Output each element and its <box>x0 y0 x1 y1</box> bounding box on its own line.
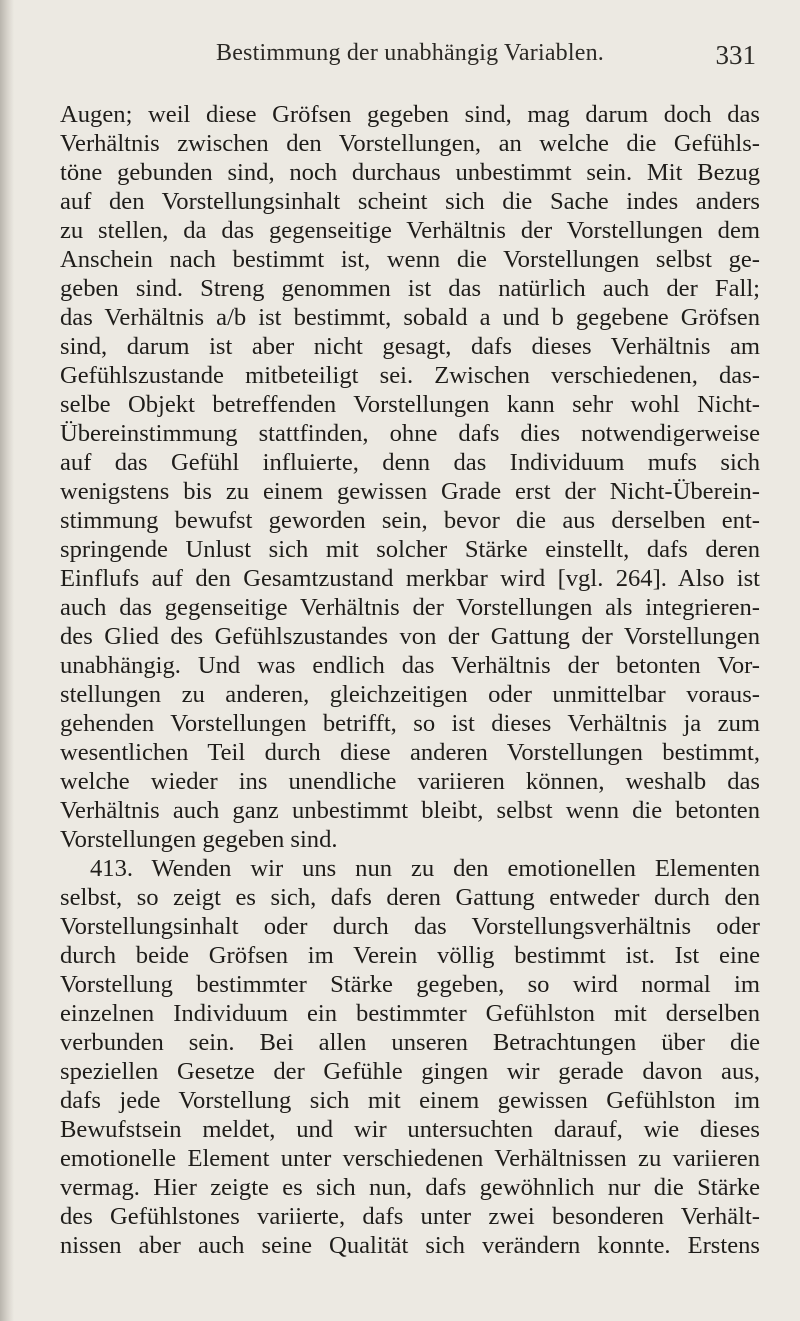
text-line: Gefühlszustande mitbeteiligt sei. Zwischen verschiedenen, das- <box>60 362 760 389</box>
text-line: gehenden Vorstellungen betrifft, so ist dieses Verhältnis ja zum <box>60 710 760 737</box>
text-line: selbe Objekt betreffenden Vorstellungen kann sehr wohl Nicht- <box>60 391 760 418</box>
page-header <box>0 40 800 80</box>
text-line: das Verhältnis a/b ist bestimmt, sobald a und b gegebene Gröfsen <box>60 304 760 331</box>
text-line: des Glied des Gefühlszustandes von der Gattung der Vorstellungen <box>60 623 760 650</box>
text-line: Einflufs auf den Gesamtzustand merkbar wird [vgl. 264]. Also ist <box>60 565 760 592</box>
text-line: stimmung bewufst geworden sein, bevor die aus derselben ent- <box>60 507 760 534</box>
running-head: Bestimmung der unabhängig Variablen. <box>215 40 604 66</box>
text-line: Verhältnis zwischen den Vorstellungen, an welche die Gefühls- <box>60 130 760 157</box>
paragraph-end-line: Vorstellungen gegeben sind. <box>60 826 338 853</box>
text-line: vermag. Hier zeigte es sich nun, dafs gewöhnlich nur die Stärke <box>60 1174 760 1201</box>
text-line: welche wieder ins unendliche variieren können, weshalb das <box>60 768 760 795</box>
text-line: töne gebunden sind, noch durchaus unbestimmt sein. Mit Bezug <box>60 159 760 186</box>
text-line: Augen; weil diese Gröfsen gegeben sind, mag darum doch das <box>60 101 760 128</box>
text-line: geben sind. Streng genommen ist das natürlich auch der Fall; <box>60 275 760 302</box>
text-line: selbst, so zeigt es sich, dafs deren Gattung entweder durch den <box>60 884 760 911</box>
text-line: Vorstellung bestimmter Stärke gegeben, so wird normal im <box>60 971 760 998</box>
text-line: auf den Vorstellungsinhalt scheint sich die Sache indes anders <box>60 188 760 215</box>
text-line: unabhängig. Und was endlich das Verhältnis der betonten Vor- <box>60 652 760 679</box>
text-line: stellungen zu anderen, gleichzeitigen oder unmittelbar voraus- <box>60 681 760 708</box>
text-line: zu stellen, da das gegenseitige Verhältnis der Vorstellungen dem <box>60 217 760 244</box>
page-gutter-shadow <box>0 0 14 1321</box>
text-line: Vorstellungsinhalt oder durch das Vorstellungsverhältnis oder <box>60 913 760 940</box>
text-line: verbunden sein. Bei allen unseren Betrachtungen über die <box>60 1029 760 1056</box>
text-line: durch beide Gröfsen im Verein völlig bestimmt ist. Ist eine <box>60 942 760 969</box>
text-line: Bewufstsein meldet, und wir untersuchten darauf, wie dieses <box>60 1116 760 1143</box>
text-line: auch das gegenseitige Verhältnis der Vorstellungen als integrieren- <box>60 594 760 621</box>
section-start-line: 413. Wenden wir uns nun zu den emotionellen Elementen <box>90 855 760 882</box>
text-line: auf das Gefühl influierte, denn das Individuum mufs sich <box>60 449 760 476</box>
text-line: springende Unlust sich mit solcher Stärke einstellt, dafs deren <box>60 536 760 563</box>
text-line: emotionelle Element unter verschiedenen Verhältnissen zu variieren <box>60 1145 760 1172</box>
text-line: des Gefühlstones variierte, dafs unter zwei besonderen Verhält- <box>60 1203 760 1230</box>
text-line: sind, darum ist aber nicht gesagt, dafs dieses Verhältnis am <box>60 333 760 360</box>
text-line: speziellen Gesetze der Gefühle gingen wir gerade davon aus, <box>60 1058 760 1085</box>
body-text <box>60 100 760 1260</box>
text-line: nissen aber auch seine Qualität sich verändern konnte. Erstens <box>60 1232 760 1259</box>
text-line: wenigstens bis zu einem gewissen Grade erst der Nicht-Überein- <box>60 478 760 505</box>
text-line: einzelnen Individuum ein bestimmter Gefühlston mit derselben <box>60 1000 760 1027</box>
text-line: Anschein nach bestimmt ist, wenn die Vorstellungen selbst ge- <box>60 246 760 273</box>
text-line: Verhältnis auch ganz unbestimmt bleibt, selbst wenn die betonten <box>60 797 760 824</box>
text-line: wesentlichen Teil durch diese anderen Vorstellungen bestimmt, <box>60 739 760 766</box>
page-number: 331 <box>715 40 756 70</box>
text-line: Übereinstimmung stattfinden, ohne dafs dies notwendigerweise <box>60 420 760 447</box>
text-line: dafs jede Vorstellung sich mit einem gewissen Gefühlston im <box>60 1087 760 1114</box>
